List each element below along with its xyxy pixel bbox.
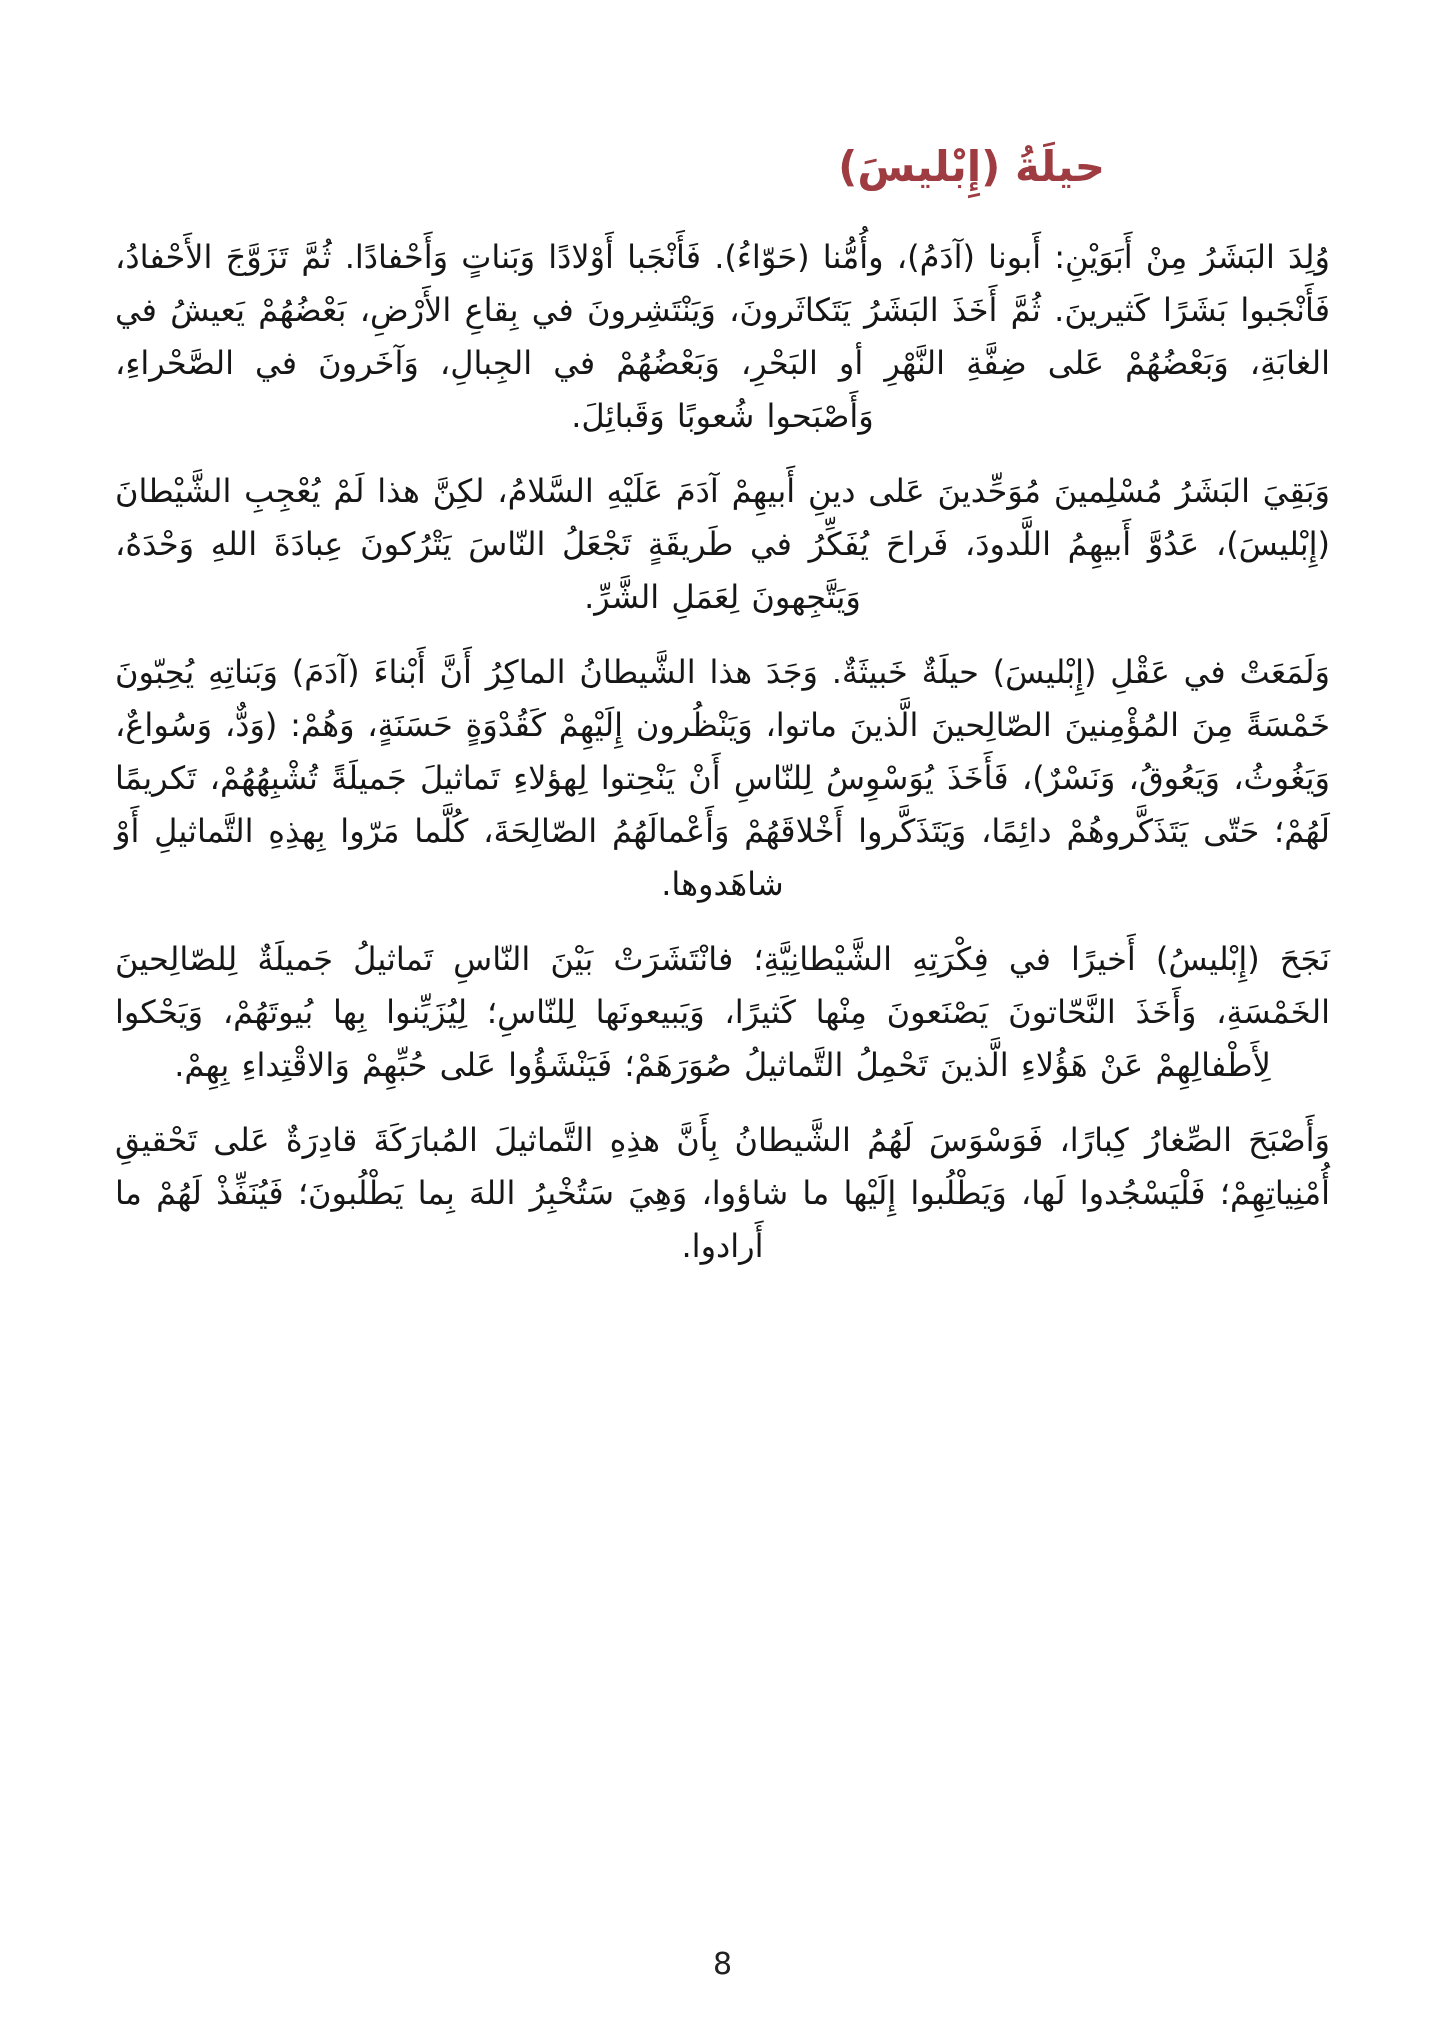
page-number: 8 <box>712 1947 733 1982</box>
paragraph-1: وُلِدَ البَشَرُ مِنْ أَبَوَيْنِ: أَبونا (آدَمُ)، وأُمُّنا (حَوّاءُ). فَأَنْجَبا أَوْلادًا وَبَناتٍ وَأَحْفادًا. ثُمَّ تَزَوَّجَ الأَحْفادُ، فَأَنْجَبوا بَشَرًا كَثيرينَ. ثُمَّ أَخَذَ البَشَرُ يَتَكاثَرونَ، وَيَنْتَشِرونَ في بِقاعِ الأَرْضِ، بَعْضُهُمْ يَعيشُ في الغابَةِ، وَبَعْضُهُمْ عَلى ضِفَّةِ النَّهْرِ أو البَحْرِ، وَبَعْضُهُمْ في الجِبالِ، وَآخَرونَ في الصَّحْراءِ، وَأَصْبَحوا شُعوبًا وَقَبائِلَ. <box>115 237 1330 435</box>
chapter-title: حيلَةُ (إِبْليسَ) <box>838 142 1105 191</box>
paragraph-3: وَلَمَعَتْ في عَقْلِ (إِبْليسَ) حيلَةٌ خَبيثَةٌ. وَجَدَ هذا الشَّيطانُ الماكِرُ أَنَّ أَبْناءَ (آدَمَ) وَبَناتِهِ يُحِبّونَ خَمْسَةً مِنَ المُؤْمِنينَ الصّالِحينَ الَّذينَ ماتوا، وَيَنْظُرون إِلَيْهِمْ كَقُدْوَةٍ حَسَنَةٍ، وَهُمْ: (وَدٌّ، وَسُواعٌ، وَيَغُوثُ، وَيَعُوقُ، وَنَسْرٌ)، فَأَخَذَ يُوَسْوِسُ لِلنّاسِ أَنْ يَنْحِتوا لِهؤلاءِ تَماثيلَ جَميلَةً تُشْبِهُهُمْ، تَكريمًا لَهُمْ؛ حَتّى يَتَذَكَّروهُمْ دائِمًا، وَيَتَذَكَّروا أَخْلاقَهُمْ وَأَعْمالَهُمُ الصّالِحَةَ، كُلَّما مَرّوا بِهذِهِ التَّماثيلِ أَوْ شاهَدوها. <box>115 652 1330 903</box>
paragraph-5: وَأَصْبَحَ الصِّغارُ كِبارًا، فَوَسْوَسَ لَهُمُ الشَّيطانُ بِأَنَّ هذِهِ التَّماثيلَ المُبارَكَةَ قادِرَةٌ عَلى تَحْقيقِ أُمْنِياتِهِمْ؛ فَلْيَسْجُدوا لَها، وَيَطْلُبوا إِلَيْها ما شاؤوا، وَهِيَ سَتُخْبِرُ اللهَ بِما يَطْلُبونَ؛ فَيُنَفِّذْ لَهُمْ ما أَرادوا. <box>115 1120 1330 1265</box>
body-text <box>115 231 1330 1273</box>
paragraph-4: نَجَحَ (إِبْليسُ) أَخيرًا في فِكْرَتِهِ الشَّيْطانِيَّةِ؛ فانْتَشَرَتْ بَيْنَ النّاسِ تَماثيلُ جَميلَةٌ لِلصّالِحينَ الخَمْسَةِ، وَأَخَذَ النَّحّاتونَ يَصْنَعونَ مِنْها كَثيرًا، وَيَبيعونَها لِلنّاسِ؛ لِيُزَيِّنوا بِها بُيوتَهُمْ، وَيَحْكوا لِأَطْفالِهِمْ عَنْ هَؤُلاءِ الَّذينَ تَحْمِلُ التَّماثيلُ صُوَرَهَمْ؛ فَيَنْشَؤُوا عَلى حُبِّهِمْ وَالاقْتِداءِ بِهِمْ. <box>115 939 1330 1084</box>
paragraph-2: وَبَقِيَ البَشَرُ مُسْلِمينَ مُوَحِّدينَ عَلى دينِ أَبيهِمْ آدَمَ عَلَيْهِ السَّلامُ، لكِنَّ هذا لَمْ يُعْجِبِ الشَّيْطانَ (إِبْليسَ)، عَدُوَّ أَبيهِمُ اللَّدودَ، فَراحَ يُفَكِّرُ في طَريقَةٍ تَجْعَلُ النّاسَ يَتْرُكونَ عِبادَةَ اللهِ وَحْدَهُ، وَيَتَّجِهونَ لِعَمَلِ الشَّرِّ. <box>115 471 1330 616</box>
